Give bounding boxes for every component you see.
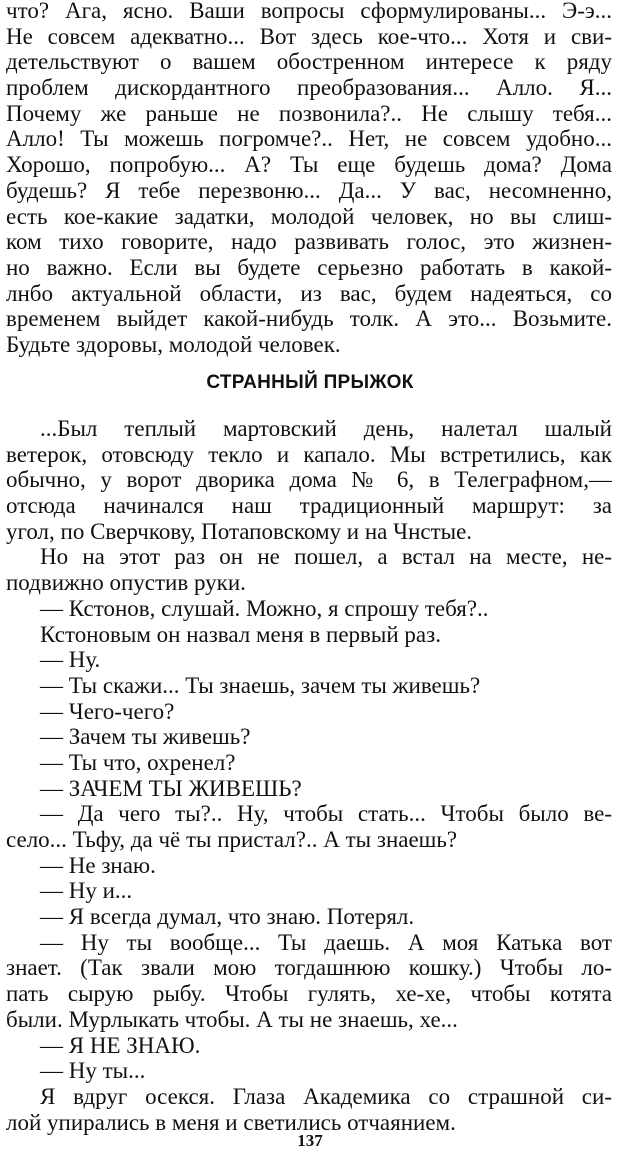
text-line: — Ну ты... [40,1058,146,1084]
text-line: Почему же раньше не позвонила?.. Не слышу тебя... [6,100,612,126]
text-line: Будьте здоровы, молодой человек. [6,331,341,357]
text-line: лой упирались в меня и светились отчаянием. [6,1109,456,1135]
text-line: — ЗАЧЕМ ТЫ ЖИВЕШЬ? [40,775,302,801]
text-line: — Чего-чего? [40,698,175,724]
text-line: — Да чего ты?.. Ну, чтобы стать... Чтобы было ве- [40,801,612,827]
text-line: — Ну. [40,647,101,673]
text-line: временем выйдет какой-нибудь толк. А это... Возьмите. [6,306,612,332]
text-line: — Зачем ты живешь? [40,724,251,750]
text-line: Хорошо, попробую... А? Ты еще будешь дома? Дома [6,152,612,178]
text-line: ком тихо говорите, надо развивать голос, это жизнен- [6,229,612,255]
text-line: лнбо актуальной области, из вас, будем надеяться, со [6,280,612,306]
text-line: ...Был теплый мартовский день, налетал шалый [40,416,612,441]
chapter-heading: СТРАННЫЙ ПРЫЖОК [206,372,414,393]
text-line: знает. (Так звали мою тогдашнюю кошку.) Чтобы ло- [6,955,612,981]
text-line: были. Мурлыкать чтобы. А ты не знаешь, хе... [6,1006,458,1032]
text-line: Алло! Ты можешь погромче?.. Нет, не совсем удобно... [6,126,612,152]
text-line: будешь? Я тебе перезвоню... Да... У вас, несомненно, [6,177,612,203]
text-line: но важно. Если вы будете серьезно работать в какой- [6,254,612,280]
text-line: — Ты что, охренел? [40,749,236,775]
continuation-paragraph [6,0,612,358]
text-line: — Кстонов, слушай. Можно, я спрошу тебя?.. [40,595,489,621]
text-line: проблем дискордантного преобразования... Алло. Я... [6,75,612,101]
text-line: Кстоновым он назвал меня в первый раз. [40,621,441,647]
text-line: Я вдруг осекся. Глаза Академика со страшной си- [40,1083,612,1109]
chapter-body [6,416,612,1135]
text-line: ветерок, отовсюду текло и капало. Мы встретились, как [6,441,612,467]
text-line: — Я всегда думал, что знаю. Потерял. [40,904,415,930]
text-line: есть кое-какие задатки, молодой человек, но вы слиш- [6,203,612,229]
text-line: — Ну ты вообще... Ты даешь. А моя Катька вот [40,929,612,955]
text-line: угол, по Сверчкову, Потаповскому и на Чнстые. [6,518,473,544]
text-line: детельствуют о вашем обостренном интересе к ряду [6,49,612,75]
page-number: 137 [297,1131,323,1150]
text-line: — Ну и... [40,878,133,904]
text-line: — Не знаю. [40,852,156,878]
text-line: — Я НЕ ЗНАЮ. [40,1032,201,1058]
text-line: отсюда начинался наш традиционный маршрут: за [6,493,612,519]
text-line: пать сырую рыбу. Чтобы гулять, хе-хе, чтобы котята [6,981,612,1007]
text-line: — Ты скажи... Ты знаешь, зачем ты живешь? [40,672,481,698]
text-line: обычно, у ворот дворика дома № 6, в Телеграфном,— [6,467,612,493]
text-line: что? Ага, ясно. Ваши вопросы сформулированы... Э-э... [6,0,612,23]
text-line: подвижно опустив руки. [6,570,246,596]
text-line: Но на этот раз он не пошел, а встал на месте, не- [40,544,612,570]
text-line: село... Тьфу, да чё ты пристал?.. А ты знаешь? [6,827,458,852]
text-line: Не совсем адекватно... Вот здесь кое-что... Хотя и сви- [6,23,612,49]
